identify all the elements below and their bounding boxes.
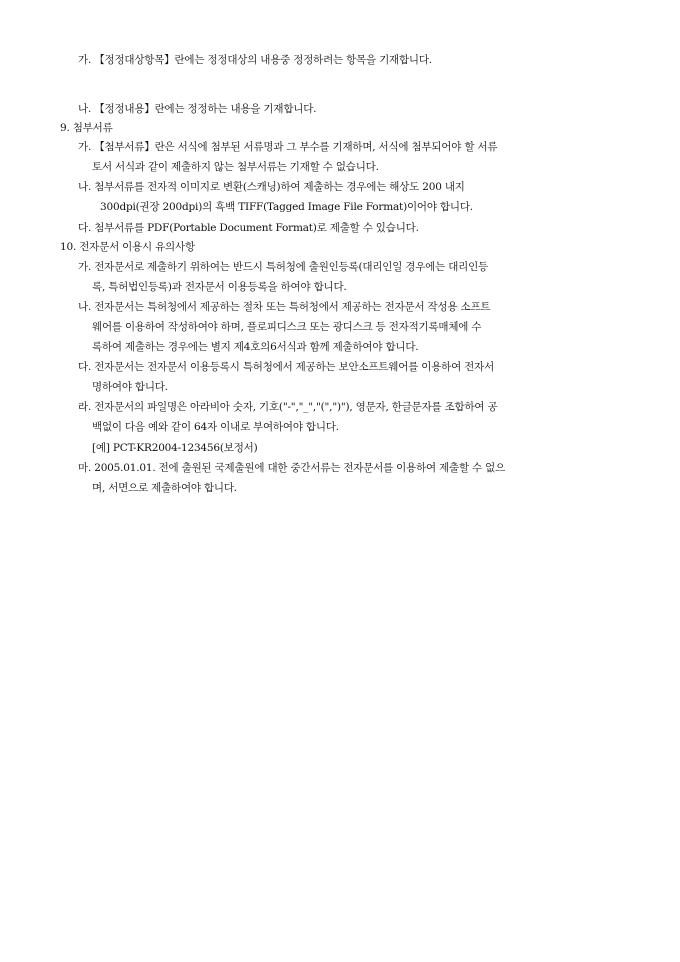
text-line: 가. 전자문서로 제출하기 위하여는 반드시 특허청에 출원인등록(대리인일 경우에는 대리인등 [78,261,488,273]
text-line: 다. 첨부서류를 PDF(Portable Document Format)로 제출할 수 있습니다. [78,222,419,234]
text-line: 백없이 다음 예와 같이 64자 이내로 부여하여야 합니다. [92,421,339,433]
text-line: 마. 2005.01.01. 전에 출원된 국제출원에 대한 중간서류는 전자문서를 이용하여 제출할 수 없으 [78,462,506,474]
text-line: 명하여야 합니다. [92,381,168,393]
section-heading: 10. 전자문서 이용시 유의사항 [60,241,195,253]
text-line: 나. 【정정내용】란에는 정정하는 내용을 기재합니다. [78,103,317,115]
text-line: 가. 【정정대상항목】란에는 정정대상의 내용중 정정하려는 항목을 기재합니다. [78,54,432,66]
text-line: 나. 첨부서류를 전자적 이미지로 변환(스캐닝)하여 제출하는 경우에는 해상도 200 내지 [78,181,465,193]
text-line: 웨어를 이용하여 작성하여야 하며, 플로피디스크 또는 광디스크 등 전자적기록매체에 수 [92,321,482,333]
example-line: [예] PCT-KR2004-123456(보정서) [92,442,258,454]
text-line: 가. 【첨부서류】란은 서식에 첨부된 서류명과 그 부수를 기재하며, 서식에 첨부되어야 할 서류 [78,141,498,153]
text-line: 나. 전자문서는 특허청에서 제공하는 절차 또는 특허청에서 제공하는 전자문서 작성용 소프트 [78,301,491,313]
text-line: 록하여 제출하는 경우에는 별지 제4호의6서식과 함께 제출하여야 합니다. [92,341,419,353]
text-line: 록, 특허법인등록)과 전자문서 이용등록을 하여야 합니다. [92,281,347,293]
text-line: 라. 전자문서의 파일명은 아라비아 숫자, 기호("-","_","(",")"), 영문자, 한글문자를 조합하여 공 [78,401,498,413]
text-line: 토서 서식과 같이 제출하지 않는 첨부서류는 기재할 수 없습니다. [92,161,379,173]
section-heading: 9. 첨부서류 [60,122,113,134]
text-line: 며, 서면으로 제출하여야 합니다. [92,482,237,494]
text-line: 다. 전자문서는 전자문서 이용등록시 특허청에서 제공하는 보안소프트웨어를 이용하여 전자서 [78,361,495,373]
text-line: 300dpi(권장 200dpi)의 흑백 TIFF(Tagged Image File Format)이어야 합니다. [100,201,473,213]
